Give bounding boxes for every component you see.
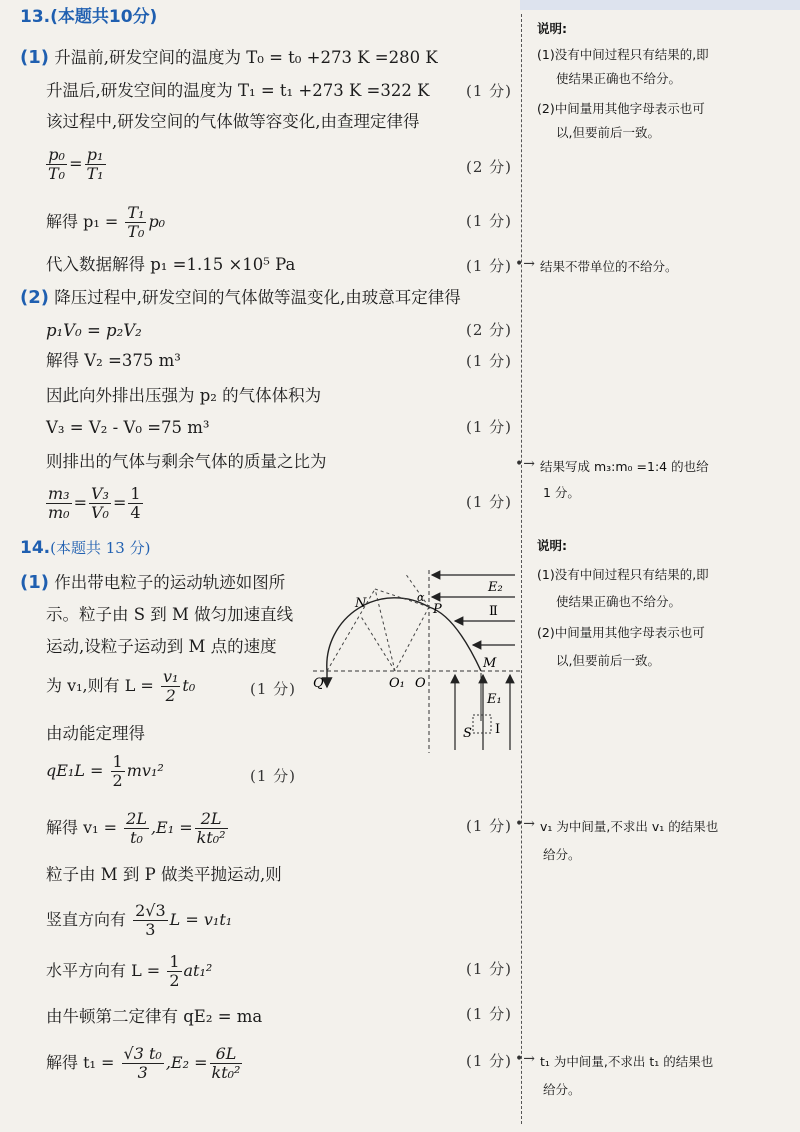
- label-q: Q: [313, 676, 324, 691]
- eq-prefix: qE₁L =: [46, 761, 104, 780]
- frac-den: t₀: [130, 828, 143, 847]
- q13-line-temp-before: 升温前,研发空间的温度为 T₀ = t₀ +273 K =280 K: [54, 48, 438, 67]
- note-line: 以,但要前后一致。: [556, 125, 660, 140]
- eq-prefix: 解得 p₁ =: [46, 212, 119, 231]
- frac-num: m₃: [48, 484, 70, 503]
- q13-eq-boyle: p₁V₀ = p₂V₂: [46, 321, 142, 340]
- top-strip: [520, 0, 800, 10]
- equals: =: [69, 154, 83, 173]
- frac-den: kt₀²: [211, 1063, 241, 1082]
- score-mark: (1 分): [466, 257, 513, 275]
- eq-suffix: at₁²: [183, 961, 213, 980]
- q14-line-m-to-p: 粒子由 M 到 P 做类平抛运动,则: [46, 865, 282, 884]
- score-mark: (1 分): [466, 352, 513, 370]
- frac-num: p₀: [46, 146, 67, 165]
- pointer-arrow-icon: •→: [515, 256, 535, 272]
- label-m: M: [483, 656, 497, 671]
- q14-eq-horizontal: [46, 953, 212, 990]
- frac-den: 3: [145, 920, 156, 939]
- q13-line-p1-value: 代入数据解得 p₁ =1.15 ×10⁵ Pa: [46, 255, 296, 274]
- frac-num: 2L: [126, 809, 147, 828]
- frac-den: 2: [165, 686, 176, 705]
- q13-eq-charles: [44, 146, 108, 183]
- frac-num: 1: [169, 952, 180, 971]
- score-mark: (1 分): [466, 960, 513, 978]
- eq-prefix: 为 v₁,则有 L =: [46, 676, 154, 695]
- note-v1-rule: v₁ 为中间量,不求出 v₁ 的结果也: [540, 819, 719, 834]
- eq-suffix: L = v₁t₁: [169, 910, 233, 929]
- q13-line-mass-ratio: 则排出的气体与剩余气体的质量之比为: [46, 452, 327, 471]
- score-mark: (1 分): [466, 82, 513, 100]
- label-n: N: [355, 596, 367, 611]
- label-s: S: [463, 726, 472, 741]
- frac-den: 4: [130, 503, 141, 522]
- pointer-arrow-icon: •→: [515, 456, 535, 472]
- eq-prefix: 解得 v₁ =: [46, 818, 118, 837]
- q13-line-boyle: 降压过程中,研发空间的气体做等温变化,由玻意耳定律得: [54, 288, 461, 307]
- score-mark: (1 分): [250, 767, 297, 785]
- frac-num: 2L: [195, 810, 228, 829]
- q14-line-kinetic: 由动能定理得: [46, 724, 145, 743]
- q14-part1-line1: [20, 572, 285, 594]
- q14-header: [20, 537, 150, 559]
- frac-num: p₁: [85, 146, 106, 165]
- score-mark: (2 分): [466, 321, 513, 339]
- q13-part1-line1: [20, 47, 438, 69]
- score-mark: (1 分): [466, 1005, 513, 1023]
- note-line: 使结果正确也不给分。: [556, 594, 682, 609]
- note-title: 说明:: [537, 21, 567, 36]
- note-t1-rule: t₁ 为中间量,不求出 t₁ 的结果也: [540, 1054, 714, 1069]
- frac-den: 2: [169, 971, 180, 990]
- label-p: P: [433, 602, 442, 617]
- q14-number: 14.: [20, 538, 51, 558]
- frac-num: 1: [112, 752, 123, 771]
- score-mark: (1 分): [466, 817, 513, 835]
- frac-den: 2: [112, 771, 123, 790]
- q13-line-charles: 该过程中,研发空间的气体做等容变化,由查理定律得: [46, 112, 420, 131]
- q13-line-v2: 解得 V₂ =375 m³: [46, 351, 181, 370]
- source-s-box: [473, 715, 491, 733]
- label-e1: E₁: [487, 692, 502, 707]
- construction-line: [327, 589, 375, 671]
- frac-num: T₁: [127, 203, 145, 222]
- label-o: O: [415, 676, 426, 691]
- eq-prefix: 水平方向有 L =: [46, 961, 161, 980]
- construction-line: [375, 589, 395, 671]
- circular-arc: [327, 598, 429, 687]
- label-alpha: α: [417, 591, 425, 604]
- q14-eq-t1-E2: [46, 1045, 244, 1082]
- note-ratio-rule: 结果写成 m₃:m₀ =1:4 的也给: [540, 459, 709, 474]
- q14-eq-L: [46, 668, 195, 705]
- frac-num: 1: [130, 484, 141, 503]
- q13-line-v3: V₃ = V₂ - V₀ =75 m³: [46, 418, 210, 437]
- eq-prefix: 解得 t₁ =: [46, 1053, 115, 1072]
- frac-den: T₀: [127, 222, 145, 241]
- frac-den: T₀: [48, 164, 66, 183]
- note-t1-rule-cont: 给分。: [543, 1082, 581, 1097]
- q14-line-speed-m: 运动,设粒子运动到 M 点的速度: [46, 637, 277, 656]
- eq-suffix: p₀: [148, 212, 166, 231]
- score-mark: (2 分): [466, 158, 513, 176]
- label-region-1: Ⅰ: [495, 722, 501, 737]
- q14-line-s-to-m: 示。粒子由 S 到 M 做匀加速直线: [46, 605, 294, 624]
- q13-line-exhaust: 因此向外排出压强为 p₂ 的气体体积为: [46, 386, 322, 405]
- frac-den: T₁: [86, 164, 104, 183]
- note-v1-rule-cont: 给分。: [543, 847, 581, 862]
- frac-num: V₃: [91, 484, 109, 503]
- label-region-2: Ⅱ: [489, 604, 498, 619]
- frac-num: √3 t₀: [123, 1044, 162, 1063]
- note-line: (2)中间量用其他字母表示也可: [537, 101, 705, 116]
- q14-points-note: (本题共 13 分): [50, 539, 151, 557]
- score-mark: (1 分): [466, 418, 513, 436]
- frac-den: V₀: [91, 503, 109, 522]
- pointer-arrow-icon: •→: [515, 816, 535, 832]
- note-ratio-rule-cont: 1 分。: [543, 485, 580, 500]
- note-line: (1)没有中间过程只有结果的,即: [537, 47, 709, 62]
- note-line: 使结果正确也不给分。: [556, 71, 682, 86]
- note-title: 说明:: [537, 538, 567, 553]
- q13-header: 13.(本题共10分): [20, 7, 158, 27]
- score-mark: (1 分): [466, 212, 513, 230]
- construction-line: [360, 615, 395, 671]
- note-unit-rule: 结果不带单位的不给分。: [540, 259, 678, 274]
- score-mark: (1 分): [466, 1052, 513, 1070]
- q13-part1-number: (1): [20, 47, 49, 68]
- eq-suffix: mv₁²: [126, 761, 164, 780]
- q14-part1-number: (1): [20, 572, 49, 593]
- q13-part2-line1: [20, 287, 461, 309]
- q14-eq-vertical: [46, 902, 232, 939]
- label-o1: O₁: [389, 676, 405, 691]
- score-mark: (1 分): [466, 493, 513, 511]
- label-e2: E₂: [488, 580, 503, 595]
- note-line: (2)中间量用其他字母表示也可: [537, 625, 705, 640]
- frac-num: 2√3: [135, 901, 166, 920]
- score-mark: (1 分): [250, 680, 297, 698]
- construction-line: [395, 607, 429, 671]
- eq-suffix: t₀: [182, 676, 196, 695]
- frac-den: kt₀²: [196, 828, 226, 847]
- eq-mid: ,E₁ =: [150, 818, 193, 837]
- note-line: 以,但要前后一致。: [556, 653, 660, 668]
- q13-eq-p1: [46, 204, 165, 241]
- q13-line-temp-after: 升温后,研发空间的温度为 T₁ = t₁ +273 K =322 K: [46, 81, 430, 100]
- frac-den: 3: [137, 1063, 148, 1082]
- q14-line-newton: 由牛顿第二定律有 qE₂ = ma: [46, 1007, 263, 1026]
- note-line: (1)没有中间过程只有结果的,即: [537, 567, 709, 582]
- q14-eq-v1-E1: [46, 810, 230, 847]
- q14-line-trajectory: 作出带电粒子的运动轨迹如图所: [54, 573, 286, 592]
- q13-part2-number: (2): [20, 287, 49, 308]
- q13-eq-mass-ratio: $\frac{\text{m₃}}{\text{m₀}}$ = $\frac{\text{V₃}}{\text{V₀}}$ = $\frac{1}{4}$: [48, 484, 141, 522]
- eq-mid: ,E₂ =: [165, 1053, 208, 1072]
- eq-prefix: 竖直方向有: [46, 910, 127, 929]
- pointer-arrow-icon: •→: [515, 1051, 535, 1067]
- frac-num: 6L: [210, 1045, 243, 1064]
- q14-eq-kinetic: [46, 753, 164, 790]
- frac-den: m₀: [48, 503, 70, 522]
- trajectory-diagram: [305, 565, 525, 755]
- frac-num: v₁: [162, 667, 179, 686]
